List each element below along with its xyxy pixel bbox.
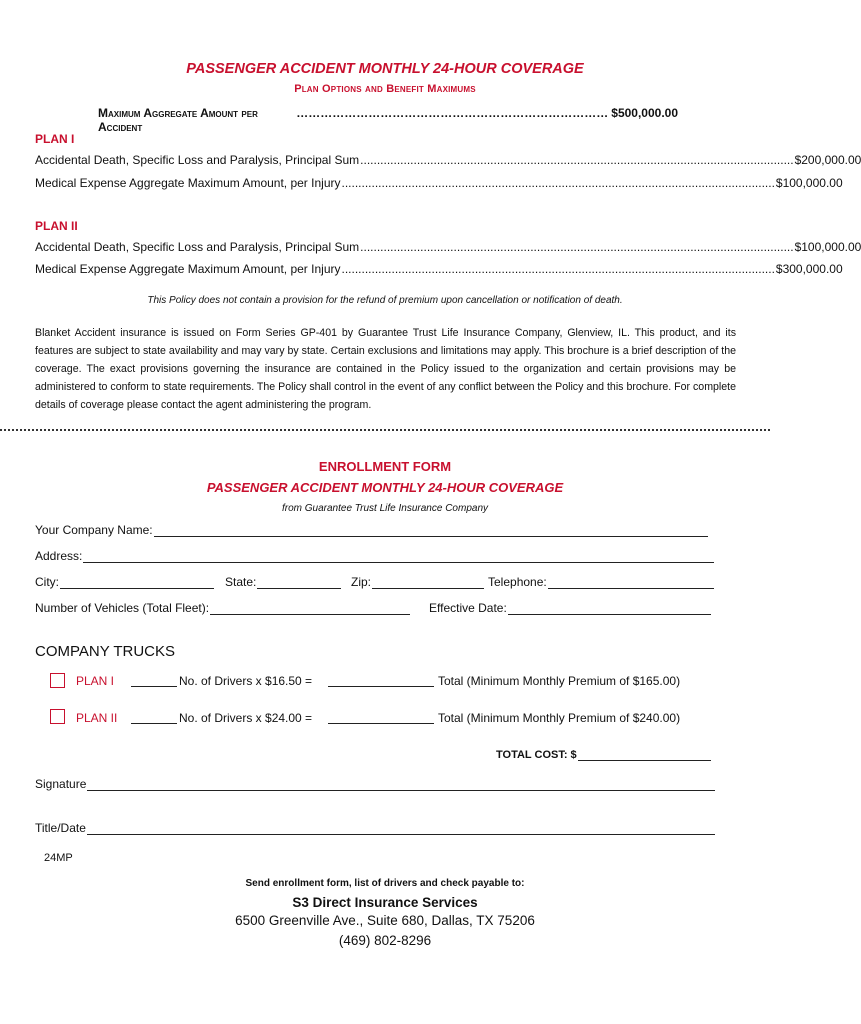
city-field[interactable] xyxy=(35,575,214,589)
plan-2-drivers-rate: No. of Drivers x $24.00 = xyxy=(179,711,313,725)
policy-note: This Policy does not contain a provision for the refund of premium upon cancellation or notification of death. xyxy=(147,295,623,306)
plan-2-drivers-input[interactable] xyxy=(131,711,177,724)
footer-phone: (469) 802-8296 xyxy=(338,933,432,948)
plan-1-row xyxy=(35,153,861,167)
benefit-value: $100,000.00 xyxy=(775,176,843,190)
benefit-label: Medical Expense Aggregate Maximum Amount, per Injury xyxy=(35,262,341,276)
signature-input[interactable] xyxy=(87,778,715,791)
telephone-field[interactable] xyxy=(488,575,714,589)
effective-date-label: Effective Date: xyxy=(429,601,507,615)
company-trucks-heading: COMPANY TRUCKS xyxy=(35,643,176,660)
benefit-label: Medical Expense Aggregate Maximum Amount, per Injury xyxy=(35,176,341,190)
company-name-field[interactable] xyxy=(35,523,708,537)
total-cost-label: TOTAL COST: $ xyxy=(496,749,577,761)
form-code: 24MP xyxy=(44,852,73,864)
address-input[interactable] xyxy=(83,550,714,563)
company-name-input[interactable] xyxy=(154,524,708,537)
signature-label: Signature xyxy=(35,777,87,791)
title-date-input[interactable] xyxy=(87,822,715,835)
cut-line-divider xyxy=(0,429,770,431)
disclaimer-paragraph: Blanket Accident insurance is issued on Form Series GP-401 by Guarantee Trust Life Insurance Company, Glenview, IL. This product, and its features are subject to state availability and may vary by state. Certain exclusions and limitations may apply. This brochure is a brief description of the coverage. The exact provisions governing the insurance are contained in the Policy issued to the organization and certain provisions may be administered to conform to state requirements. The Policy shall control in the event of any conflict between the Policy and this brochure. For complete details of coverage please contact the agent administering the program. xyxy=(35,327,736,411)
telephone-label: Telephone: xyxy=(488,575,547,589)
title-date-field[interactable] xyxy=(35,821,715,835)
total-cost-field[interactable] xyxy=(496,748,711,761)
city-input[interactable] xyxy=(60,576,214,589)
plan-1-drivers-input[interactable] xyxy=(131,674,177,687)
plan-1-total-input[interactable] xyxy=(328,674,434,687)
state-input[interactable] xyxy=(257,576,341,589)
address-label: Address: xyxy=(35,549,83,563)
benefit-label: Accidental Death, Specific Loss and Paralysis, Principal Sum xyxy=(35,240,360,254)
plan-1-row xyxy=(35,176,843,190)
footer-company-name: S3 Direct Insurance Services xyxy=(292,895,478,910)
max-aggregate-row xyxy=(98,106,678,134)
vehicles-input[interactable] xyxy=(210,602,410,615)
benefit-value: $100,000.00 xyxy=(794,240,861,254)
state-label: State: xyxy=(225,575,257,589)
vehicles-label: Number of Vehicles (Total Fleet): xyxy=(35,601,210,615)
max-aggregate-value: $500,000.00 xyxy=(611,106,678,120)
state-field[interactable] xyxy=(225,575,341,589)
footer-address: 6500 Greenville Ave., Suite 680, Dallas, TX 75206 xyxy=(235,913,535,928)
benefit-label: Accidental Death, Specific Loss and Paralysis, Principal Sum xyxy=(35,153,360,167)
issuer-line: from Guarantee Trust Life Insurance Company xyxy=(281,503,489,514)
signature-field[interactable] xyxy=(35,777,715,791)
leader-dots: .................................................................................................................................. xyxy=(360,240,794,254)
plan-2-checkbox[interactable] xyxy=(50,709,65,724)
company-name-label: Your Company Name: xyxy=(35,523,153,537)
leader-dots: .................................................................................................................................. xyxy=(341,176,775,190)
zip-input[interactable] xyxy=(372,576,484,589)
plan-options-subtitle: Plan Options and Benefit Maximums xyxy=(294,83,476,95)
max-aggregate-label: Maximum Aggregate Amount per Accident xyxy=(98,106,258,134)
leader-dots: .................................................................................................................................. xyxy=(360,153,794,167)
plan-1-heading: PLAN I xyxy=(35,132,75,146)
plan-2-option-label: PLAN II xyxy=(76,711,118,725)
address-field[interactable] xyxy=(35,549,714,563)
zip-label: Zip: xyxy=(351,575,372,589)
vehicles-field[interactable] xyxy=(35,601,410,615)
title-date-label: Title/Date xyxy=(35,821,86,835)
effective-date-field[interactable] xyxy=(429,601,711,615)
effective-date-input[interactable] xyxy=(508,602,711,615)
leader-dots: .................................................................................................................................. xyxy=(341,262,775,276)
plan-2-row xyxy=(35,262,843,276)
benefit-value: $300,000.00 xyxy=(775,262,843,276)
plan-1-option-label: PLAN I xyxy=(76,674,115,688)
total-cost-input[interactable] xyxy=(578,748,711,761)
send-instructions: Send enrollment form, list of drivers and check payable to: xyxy=(245,878,525,889)
leader-dots: …………………………………………………………………… xyxy=(296,106,609,120)
plan-1-drivers-rate: No. of Drivers x $16.50 = xyxy=(179,674,313,688)
plan-2-total-input[interactable] xyxy=(328,711,434,724)
plan-2-row xyxy=(35,240,861,254)
plan-1-minimum-note: Total (Minimum Monthly Premium of $165.00) xyxy=(438,674,681,688)
zip-field[interactable] xyxy=(351,575,484,589)
enrollment-form-subtitle: PASSENGER ACCIDENT MONTHLY 24-HOUR COVERAGE xyxy=(206,480,564,495)
plan-2-heading: PLAN II xyxy=(35,219,78,233)
coverage-title: PASSENGER ACCIDENT MONTHLY 24-HOUR COVERAGE xyxy=(186,61,584,77)
benefit-value: $200,000.00 xyxy=(794,153,861,167)
telephone-input[interactable] xyxy=(548,576,714,589)
city-label: City: xyxy=(35,575,59,589)
plan-2-minimum-note: Total (Minimum Monthly Premium of $240.00) xyxy=(438,711,681,725)
enrollment-form-title: ENROLLMENT FORM xyxy=(318,459,452,474)
plan-1-checkbox[interactable] xyxy=(50,673,65,688)
